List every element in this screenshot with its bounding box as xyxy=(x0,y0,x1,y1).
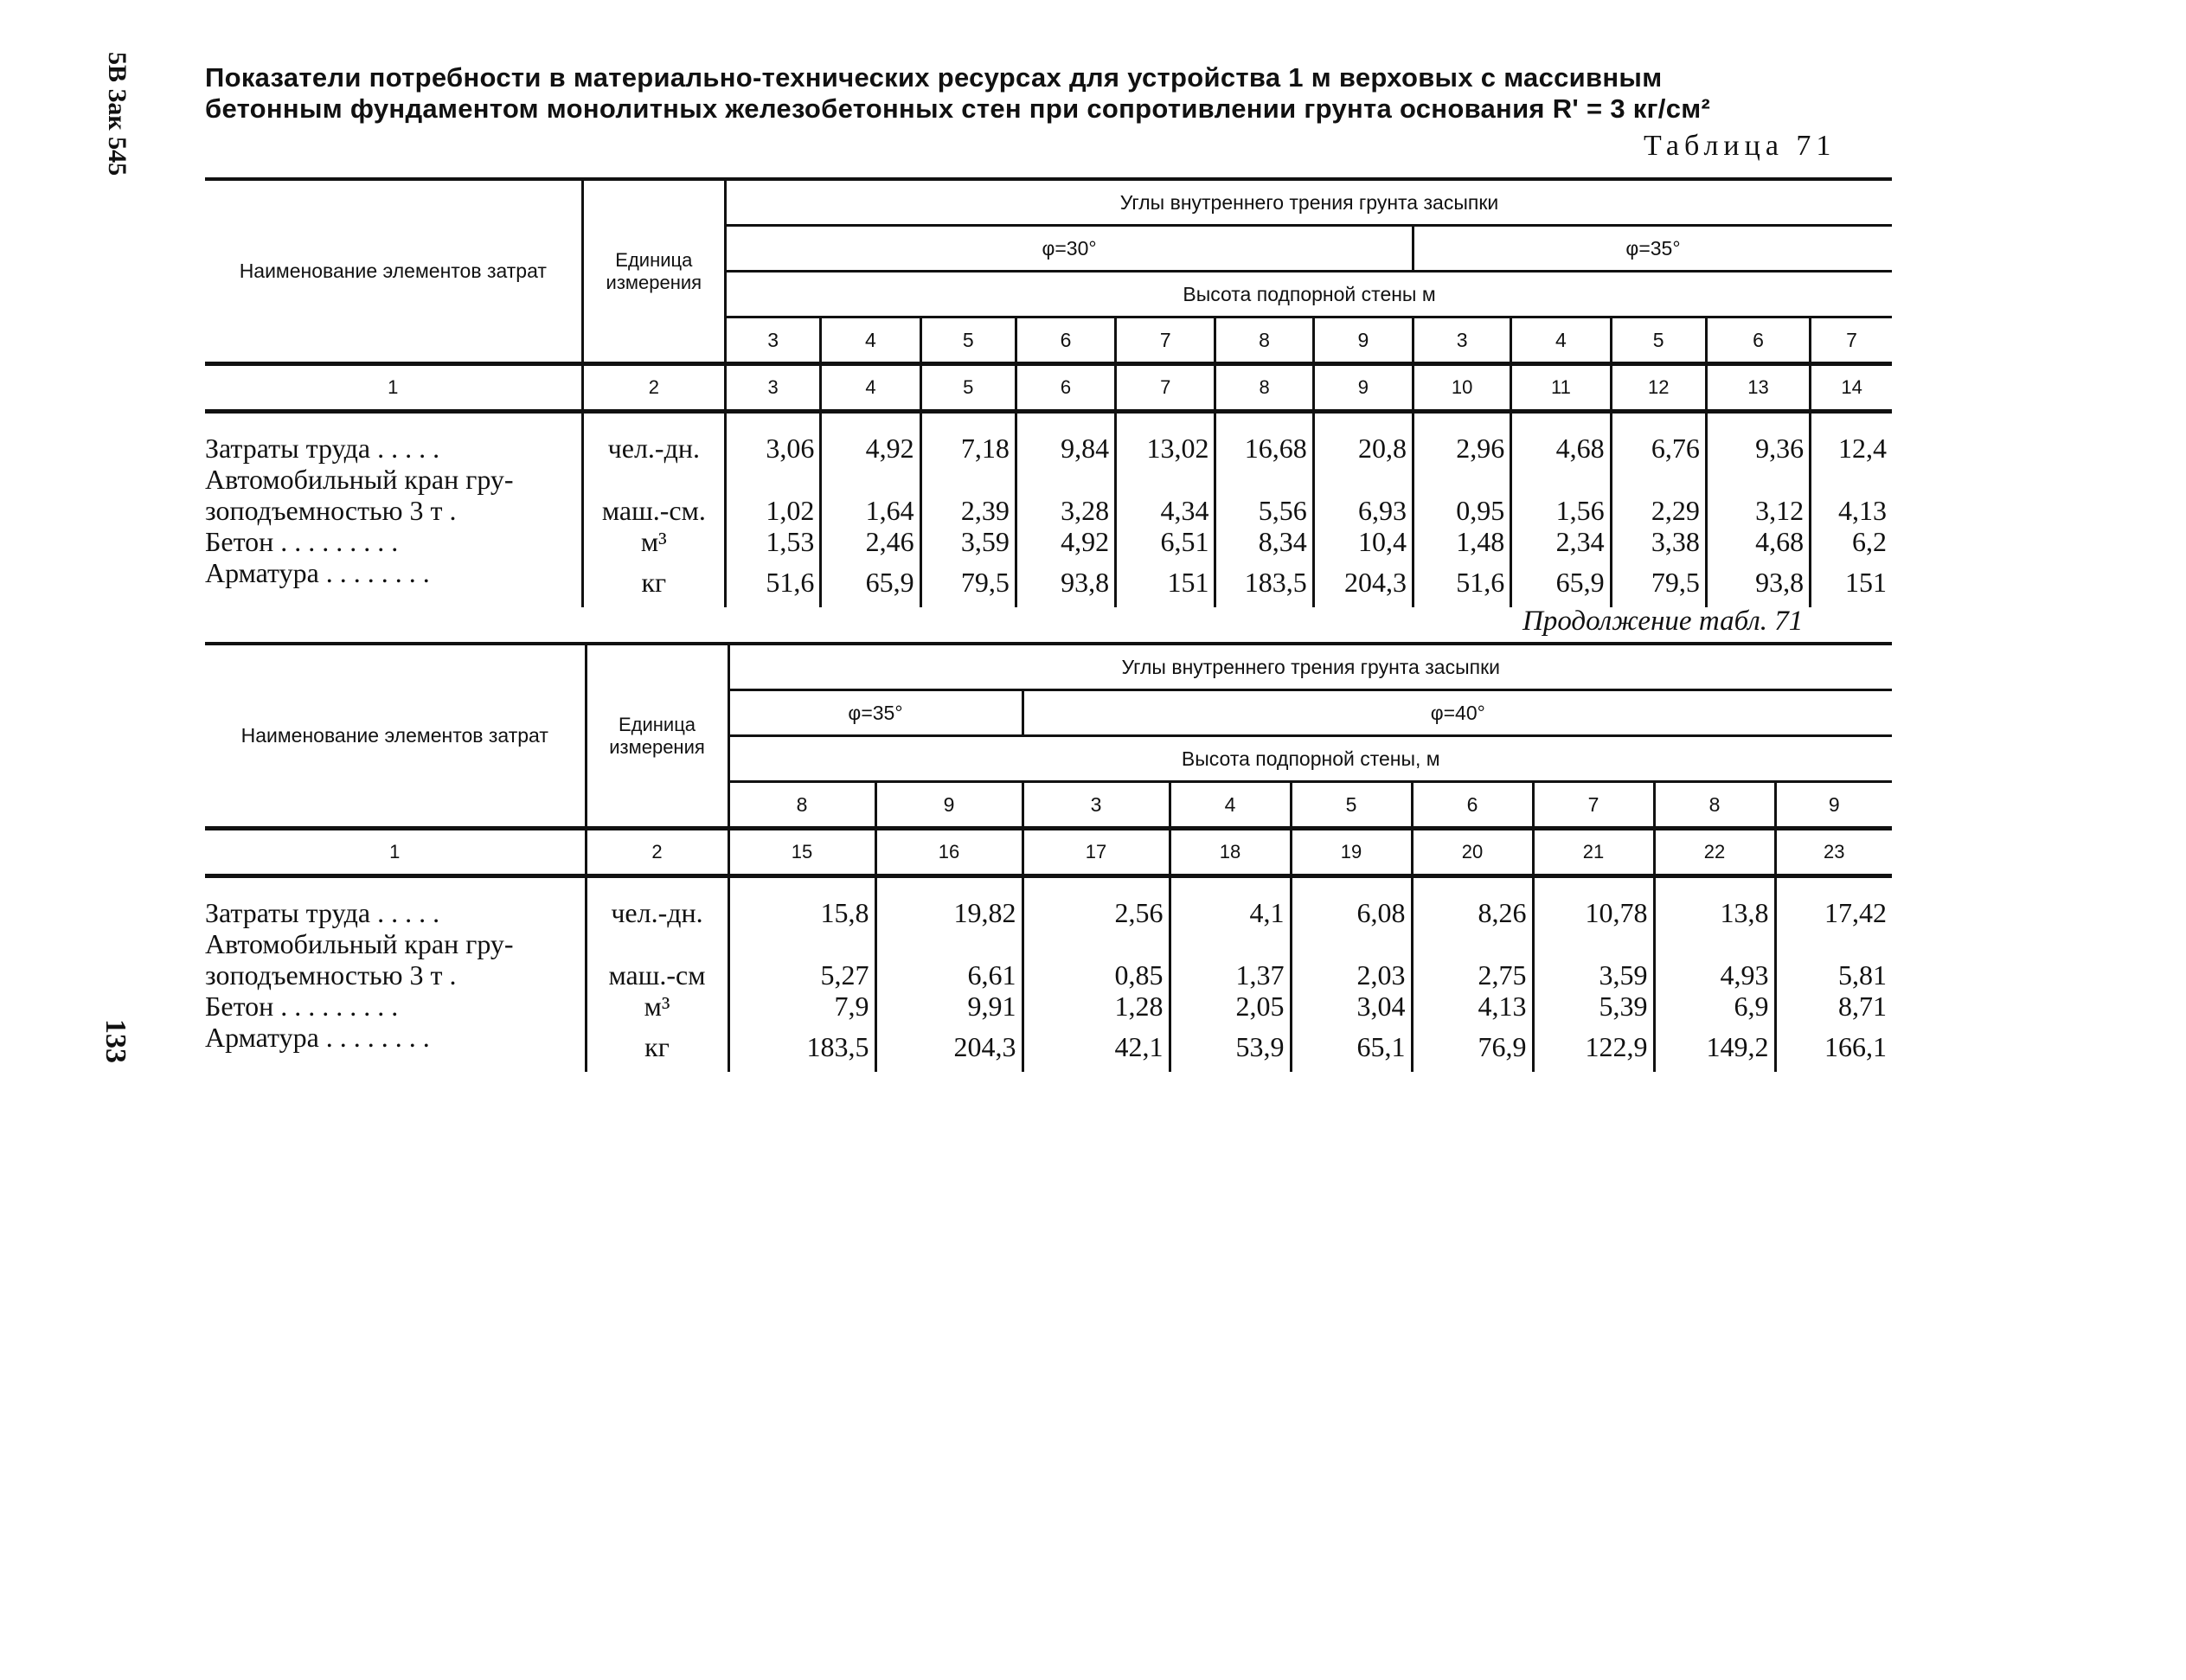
value-cell xyxy=(1412,928,1533,959)
table-71-continued xyxy=(205,642,1892,1072)
column-index-cell: 12 xyxy=(1611,364,1706,412)
column-index-cell: 3 xyxy=(726,364,821,412)
table-row xyxy=(205,959,1892,991)
value-cell: 1,64 xyxy=(821,495,920,526)
height-header-cell: 3 xyxy=(726,317,821,364)
cost-element-name: зоподъемностью 3 т . xyxy=(205,959,586,991)
unit-cell: чел.-дн. xyxy=(586,876,728,929)
value-cell: 17,42 xyxy=(1824,897,1888,928)
column-index-cell: 1 xyxy=(205,829,586,876)
column-index-cell: 4 xyxy=(821,364,920,412)
table-row xyxy=(205,1022,1892,1072)
value-cell: 65,9 xyxy=(1511,557,1611,607)
value-cell xyxy=(821,464,920,495)
height-header-cell: 5 xyxy=(920,317,1016,364)
value-cell: 1,02 xyxy=(726,495,821,526)
value-cell: 204,3 xyxy=(1313,557,1413,607)
value-cell: 149,2 xyxy=(1654,1022,1775,1072)
value-cell: 10,78 xyxy=(1533,876,1654,929)
phi-35-header: φ=35° xyxy=(728,690,1022,736)
value-cell: 0,95 xyxy=(1414,495,1511,526)
wall-height-header: Высота подпорной стены, м xyxy=(728,736,1892,782)
height-header-cell: 9 xyxy=(1313,317,1413,364)
value-cell: 3,28 xyxy=(1016,495,1115,526)
value-cell: 2,46 xyxy=(821,526,920,557)
value-cell: 4,1 xyxy=(1170,876,1291,929)
value-cell: 16,68 xyxy=(1215,412,1313,465)
value-cell: 8,71 xyxy=(1838,991,1888,1022)
height-header-cell: 5 xyxy=(1611,317,1706,364)
value-cell: 4,13 xyxy=(1412,991,1533,1022)
value-cell: 3,59 xyxy=(920,526,1016,557)
value-cell: 4,92 xyxy=(1016,526,1115,557)
value-cell: 5,39 xyxy=(1533,991,1654,1022)
value-cell: 51,6 xyxy=(726,557,821,607)
height-header-cell: 8 xyxy=(1654,782,1775,829)
value-cell: 93,8 xyxy=(1706,557,1810,607)
unit-cell: кг xyxy=(582,557,725,607)
value-cell: 65,9 xyxy=(821,557,920,607)
value-cell: 151 xyxy=(1116,557,1215,607)
unit-column-header: Единица измерения xyxy=(582,179,725,364)
value-cell: 1,48 xyxy=(1414,526,1511,557)
height-header-cell: 3 xyxy=(1022,782,1170,829)
value-cell xyxy=(1654,928,1775,959)
value-cell: 9,36 xyxy=(1706,412,1810,465)
cost-element-name: Бетон . . . . . . . . . xyxy=(205,526,582,557)
value-cell xyxy=(1291,928,1412,959)
table-row xyxy=(205,991,1892,1022)
value-cell: 151 xyxy=(1845,567,1887,598)
cost-element-name: Затраты труда . . . . . xyxy=(205,412,582,465)
height-header-cell: 5 xyxy=(1291,782,1412,829)
value-cell: 76,9 xyxy=(1412,1022,1533,1072)
value-cell: 2,75 xyxy=(1412,959,1533,991)
value-cell xyxy=(1775,928,1892,959)
continuation-label: Продолжение табл. 71 xyxy=(1523,606,1804,637)
value-cell: 2,03 xyxy=(1291,959,1412,991)
value-cell: 0,85 xyxy=(1022,959,1170,991)
table-row xyxy=(205,495,1892,526)
value-cell xyxy=(1016,464,1115,495)
value-cell: 6,51 xyxy=(1116,526,1215,557)
value-cell: 122,9 xyxy=(1533,1022,1654,1072)
column-index-cell: 5 xyxy=(920,364,1016,412)
column-index-cell: 2 xyxy=(582,364,725,412)
value-cell: 3,38 xyxy=(1611,526,1706,557)
value-cell: 6,61 xyxy=(875,959,1022,991)
page-title xyxy=(205,62,1901,125)
value-cell: 4,13 xyxy=(1838,495,1887,526)
value-cell xyxy=(728,928,875,959)
value-cell: 8,34 xyxy=(1215,526,1313,557)
value-cell: 4,68 xyxy=(1511,412,1611,465)
page-number: 133 xyxy=(99,1019,131,1063)
value-cell xyxy=(1215,464,1313,495)
value-cell: 7,9 xyxy=(728,991,875,1022)
friction-angle-header: Углы внутреннего трения грунта засыпки xyxy=(726,179,1892,226)
value-cell: 1,53 xyxy=(726,526,821,557)
unit-cell: м³ xyxy=(582,526,725,557)
column-index-cell: 6 xyxy=(1016,364,1115,412)
value-cell: 3,06 xyxy=(726,412,821,465)
unit-cell: чел.-дн. xyxy=(582,412,725,465)
value-cell: 9,91 xyxy=(875,991,1022,1022)
cost-element-name: Арматура . . . . . . . . xyxy=(205,1022,586,1072)
value-cell: 20,8 xyxy=(1313,412,1413,465)
column-index-cell: 16 xyxy=(875,829,1022,876)
phi-35-header: φ=35° xyxy=(1414,226,1893,272)
height-header-cell: 4 xyxy=(1170,782,1291,829)
value-cell: 6,9 xyxy=(1654,991,1775,1022)
height-header-cell: 8 xyxy=(728,782,875,829)
height-header-cell: 8 xyxy=(1215,317,1313,364)
column-index-cell: 19 xyxy=(1291,829,1412,876)
value-cell: 9,84 xyxy=(1016,412,1115,465)
value-cell xyxy=(1706,464,1810,495)
column-index-cell: 23 xyxy=(1824,841,1845,862)
value-cell: 3,12 xyxy=(1706,495,1810,526)
value-cell: 13,02 xyxy=(1116,412,1215,465)
value-cell: 5,81 xyxy=(1838,959,1888,991)
value-cell: 13,8 xyxy=(1654,876,1775,929)
value-cell: 1,56 xyxy=(1511,495,1611,526)
column-index-cell: 21 xyxy=(1533,829,1654,876)
cost-element-name: Арматура . . . . . . . . xyxy=(205,557,582,607)
title-line-2: бетонным фундаментом монолитных железобетонных стен при сопротивлении грунта основания R' = 3 кг/см² xyxy=(205,93,1711,124)
value-cell: 42,1 xyxy=(1022,1022,1170,1072)
value-cell: 183,5 xyxy=(1215,557,1313,607)
column-index-row xyxy=(205,364,1892,412)
value-cell: 5,27 xyxy=(728,959,875,991)
unit-cell: м³ xyxy=(586,991,728,1022)
height-header-cell: 9 xyxy=(1828,792,1840,816)
table-row xyxy=(205,412,1892,465)
table-row xyxy=(205,557,1892,607)
unit-cell xyxy=(586,928,728,959)
value-cell: 183,5 xyxy=(728,1022,875,1072)
value-cell: 204,3 xyxy=(875,1022,1022,1072)
height-header-cell: 6 xyxy=(1016,317,1115,364)
value-cell xyxy=(1116,464,1215,495)
value-cell: 4,34 xyxy=(1116,495,1215,526)
unit-cell: маш.-см. xyxy=(582,495,725,526)
wall-height-header: Высота подпорной стены м xyxy=(726,272,1892,317)
height-header-cell: 4 xyxy=(821,317,920,364)
table-row xyxy=(205,526,1892,557)
value-cell: 15,8 xyxy=(728,876,875,929)
value-cell xyxy=(875,928,1022,959)
table-row xyxy=(205,928,1892,959)
cost-element-name: Бетон . . . . . . . . . xyxy=(205,991,586,1022)
value-cell xyxy=(1313,464,1413,495)
value-cell: 1,28 xyxy=(1022,991,1170,1022)
value-cell: 8,26 xyxy=(1412,876,1533,929)
table-row xyxy=(205,464,1892,495)
value-cell xyxy=(1414,464,1511,495)
value-cell: 12,4 xyxy=(1838,433,1887,464)
column-index-cell: 1 xyxy=(205,364,582,412)
value-cell: 79,5 xyxy=(1611,557,1706,607)
unit-cell: маш.-см xyxy=(586,959,728,991)
column-index-cell: 22 xyxy=(1654,829,1775,876)
phi-40-header: φ=40° xyxy=(1022,690,1892,736)
value-cell xyxy=(1611,464,1706,495)
column-index-cell: 11 xyxy=(1511,364,1611,412)
unit-column-header: Единица измерения xyxy=(586,644,728,829)
value-cell: 4,68 xyxy=(1706,526,1810,557)
value-cell: 53,9 xyxy=(1170,1022,1291,1072)
value-cell xyxy=(726,464,821,495)
height-header-cell: 6 xyxy=(1412,782,1533,829)
phi-30-header: φ=30° xyxy=(726,226,1414,272)
value-cell: 6,76 xyxy=(1611,412,1706,465)
value-cell: 2,29 xyxy=(1611,495,1706,526)
column-index-cell: 20 xyxy=(1412,829,1533,876)
friction-angle-header: Углы внутреннего трения грунта засыпки xyxy=(728,644,1892,690)
value-cell xyxy=(1533,928,1654,959)
cost-element-name: зоподъемностью 3 т . xyxy=(205,495,582,526)
value-cell xyxy=(1811,464,1892,495)
name-column-header: Наименование элементов затрат xyxy=(205,644,586,829)
column-index-cell: 2 xyxy=(586,829,728,876)
height-header-cell: 6 xyxy=(1706,317,1810,364)
table-row xyxy=(205,876,1892,929)
title-line-1: Показатели потребности в материально-технических ресурсах для устройства 1 м верховых с массивным xyxy=(205,62,1663,93)
value-cell: 4,92 xyxy=(821,412,920,465)
height-header-cell: 3 xyxy=(1414,317,1511,364)
column-index-cell: 15 xyxy=(728,829,875,876)
value-cell: 6,2 xyxy=(1852,526,1887,557)
value-cell: 65,1 xyxy=(1291,1022,1412,1072)
value-cell xyxy=(1022,928,1170,959)
column-index-cell: 10 xyxy=(1414,364,1511,412)
table-label: Таблица 71 xyxy=(1644,130,1837,162)
value-cell: 1,37 xyxy=(1170,959,1291,991)
height-header-cell: 7 xyxy=(1846,328,1857,351)
value-cell: 2,05 xyxy=(1170,991,1291,1022)
value-cell: 79,5 xyxy=(920,557,1016,607)
value-cell: 2,56 xyxy=(1022,876,1170,929)
height-header-cell: 7 xyxy=(1116,317,1215,364)
value-cell xyxy=(920,464,1016,495)
side-note-text: 5В Зак 545 xyxy=(103,52,131,176)
value-cell: 19,82 xyxy=(875,876,1022,929)
table-71 xyxy=(205,177,1892,607)
height-header-cell: 7 xyxy=(1533,782,1654,829)
value-cell: 7,18 xyxy=(920,412,1016,465)
value-cell xyxy=(1170,928,1291,959)
margin-side-note xyxy=(103,52,175,277)
column-index-cell: 17 xyxy=(1022,829,1170,876)
height-header-cell: 4 xyxy=(1511,317,1611,364)
value-cell: 166,1 xyxy=(1824,1031,1888,1062)
value-cell: 10,4 xyxy=(1313,526,1413,557)
value-cell: 3,59 xyxy=(1533,959,1654,991)
column-index-row xyxy=(205,829,1892,876)
cost-element-name: Затраты труда . . . . . xyxy=(205,876,586,929)
value-cell: 3,04 xyxy=(1291,991,1412,1022)
value-cell: 2,34 xyxy=(1511,526,1611,557)
value-cell: 4,93 xyxy=(1654,959,1775,991)
column-index-cell: 13 xyxy=(1706,364,1810,412)
unit-cell: кг xyxy=(586,1022,728,1072)
column-index-cell: 14 xyxy=(1841,376,1862,398)
value-cell: 2,39 xyxy=(920,495,1016,526)
cost-element-name: Автомобильный кран гру- xyxy=(205,928,586,959)
value-cell: 93,8 xyxy=(1016,557,1115,607)
height-header-cell: 9 xyxy=(875,782,1022,829)
value-cell xyxy=(1511,464,1611,495)
column-index-cell: 8 xyxy=(1215,364,1313,412)
column-index-cell: 18 xyxy=(1170,829,1291,876)
unit-cell xyxy=(582,464,725,495)
name-column-header: Наименование элементов затрат xyxy=(205,179,582,364)
cost-element-name: Автомобильный кран гру- xyxy=(205,464,582,495)
column-index-cell: 7 xyxy=(1116,364,1215,412)
value-cell: 5,56 xyxy=(1215,495,1313,526)
column-index-cell: 9 xyxy=(1313,364,1413,412)
value-cell: 6,93 xyxy=(1313,495,1413,526)
value-cell: 6,08 xyxy=(1291,876,1412,929)
value-cell: 51,6 xyxy=(1414,557,1511,607)
value-cell: 2,96 xyxy=(1414,412,1511,465)
